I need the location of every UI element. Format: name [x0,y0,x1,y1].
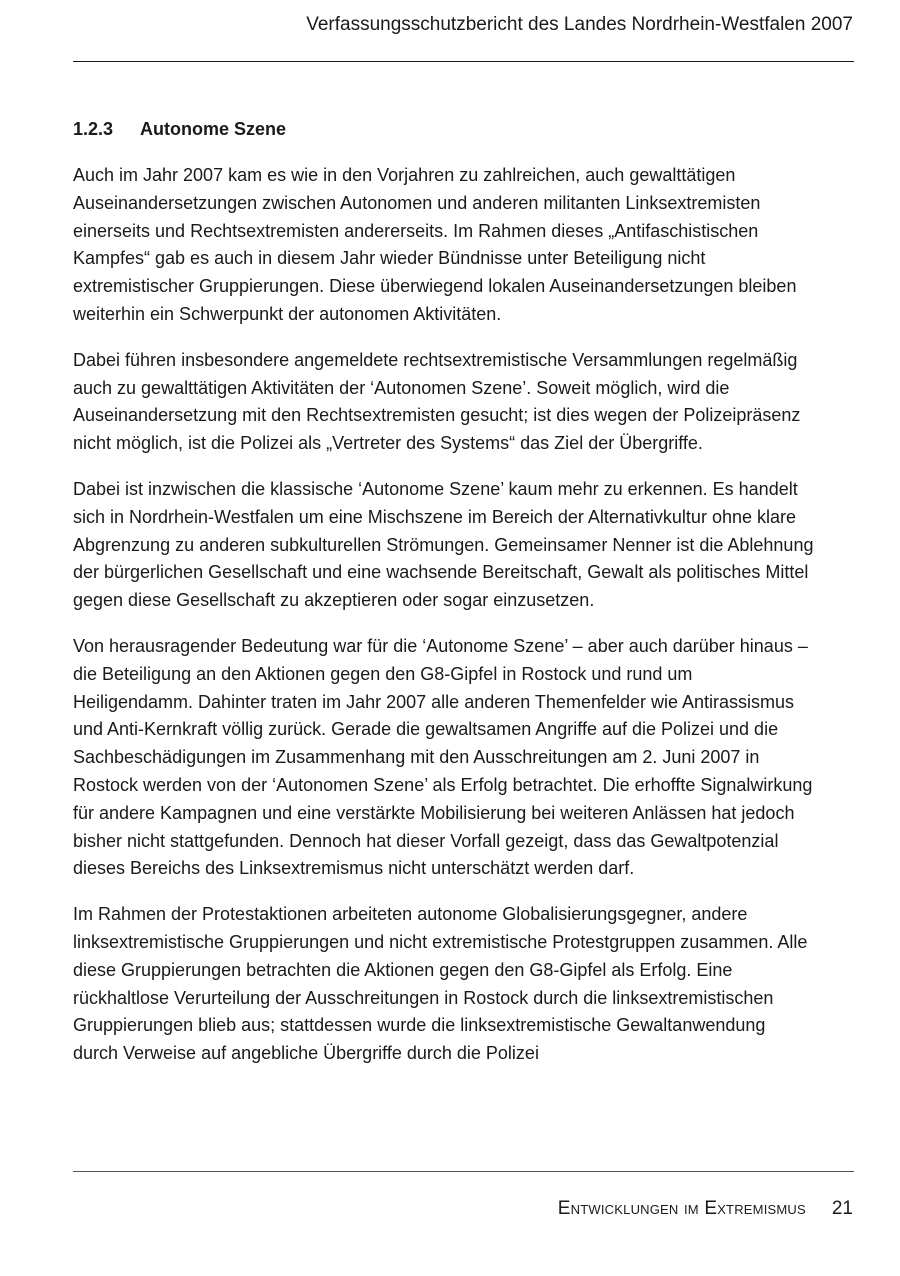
page-number: 21 [831,1198,853,1219]
paragraph: Im Rahmen der Protestaktionen arbeiteten autonome Globalisierungsgegner, andere linksextremistische Gruppierungen und nicht extremistische Protestgruppen zusammen. Alle diese Gruppierungen betrachten die Aktionen gegen den G8-Gipfel als Erfolg. Eine rückhaltlose Verurteilung der Ausschreitungen in Rostock durch die linksextremistischen Gruppierungen blieb aus; stattdessen wurde die linksextremistische Gewaltanwendung durch Verweise auf angebliche Übergriffe durch die Polizei [73,904,808,1064]
footer-divider [73,1171,854,1172]
footer-chapter-title: Entwicklungen im Extremismus [557,1198,806,1219]
section-number: 1.2.3 [73,119,114,139]
paragraph: Auch im Jahr 2007 kam es wie in den Vorjahren zu zahlreichen, auch gewalttätigen Auseinandersetzungen zwischen Autonomen und anderen militanten Linksextremisten einerseits und Rechtsextremisten andererseits. Im Rahmen dieses „Antifaschistischen Kampfes“ gab es auch in diesem Jahr wieder Bündnisse unter Beteiligung nicht extremistischer Gruppierungen. Diese überwiegend lokalen Auseinandersetzungen bleiben weiterhin ein Schwerpunkt der autonomen Aktivitäten. [73,165,797,324]
section-heading [73,116,815,142]
paragraph: Dabei ist inzwischen die klassische ‘Autonome Szene’ kaum mehr zu erkennen. Es handelt sich in Nordrhein-Westfalen um eine Mischszene im Bereich der Alternativkultur ohne klare Abgrenzung zu anderen subkulturellen Strömungen. Gemeinsamer Nenner ist die Ablehnung der bürgerlichen Gesellschaft und eine wachsende Bereitschaft, Gewalt als politisches Mittel gegen diese Gesellschaft zu akzeptieren oder sogar einzusetzen. [73,478,814,611]
paragraph: Dabei führen insbesondere angemeldete rechtsextremistische Versammlungen regelmäßig auch zu gewalttätigen Aktivitäten der ‘Autonomen Szene’. Soweit möglich, wird die Auseinandersetzung mit den Rechtsextremisten gesucht; ist dies wegen der Polizeipräsenz nicht möglich, ist die Polizei als „Vertreter des Systems“ das Ziel der Übergriffe. [73,349,801,454]
running-header: Verfassungsschutzbericht des Landes Nordrhein-Westfalen 2007 [306,14,853,35]
section-title: Autonome Szene [140,119,287,139]
running-footer [558,1196,853,1222]
paragraph: Von herausragender Bedeutung war für die ‘Autonome Szene’ – aber auch darüber hinaus – die Beteiligung an den Aktionen gegen den G8-Gipfel in Rostock und rund um Heiligendamm. Dahinter traten im Jahr 2007 alle anderen Themenfelder wie Antirassismus und Anti-Kernkraft völlig zurück. Gerade die gewaltsamen Angriffe auf die Polizei und die Sachbeschädigungen im Zusammenhang mit den Ausschreitungen am 2. Juni 2007 in Rostock werden von der ‘Autonomen Szene’ als Erfolg betrachtet. Die erhoffte Signalwirkung für andere Kampagnen und eine verstärkte Mobilisierung bei weiteren Anlässen hat jedoch bisher nicht stattgefunden. Dennoch hat dieser Vorfall gezeigt, dass das Gewaltpotenzial dieses Bereichs des Linksextremismus nicht unterschätzt werden darf. [73,635,813,879]
header-divider [73,61,854,62]
page-content [73,116,815,1086]
